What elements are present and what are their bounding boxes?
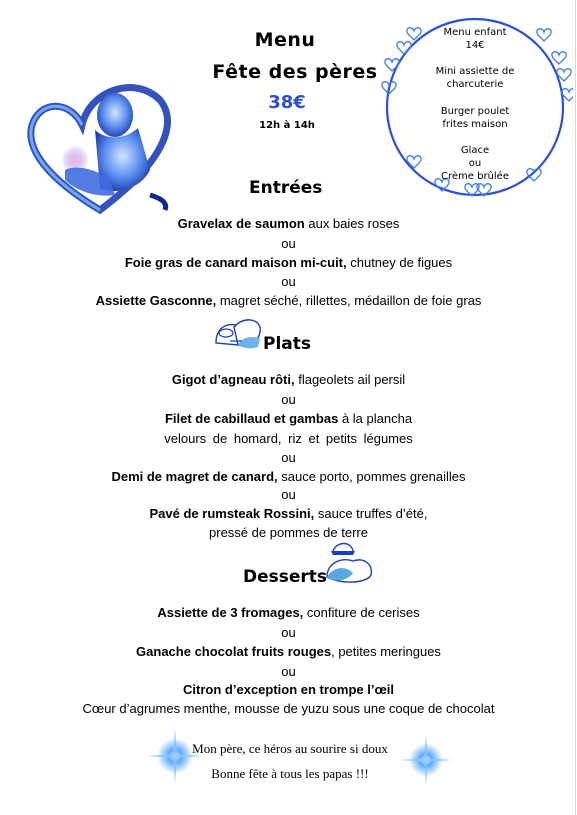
dish-name: Pavé de rumsteak Rossini,	[149, 506, 315, 521]
or-separator: ou	[281, 392, 296, 407]
dish-desc: flageolets ail persil	[294, 372, 406, 387]
or-separator: ou	[281, 236, 296, 251]
dish-desc: magret séché, rillettes, médaillon de foie gras	[216, 293, 482, 308]
dish-name: Assiette Gasconne,	[95, 293, 217, 308]
or-separator: ou	[281, 664, 296, 679]
dessert-item	[0, 605, 577, 621]
kids-main-1: Burger poulet	[440, 106, 510, 117]
or-separator: ou	[281, 450, 296, 465]
dish-extra: pressé de pommes de terre	[209, 525, 368, 540]
dish-name: Gigot d’agneau rôti,	[171, 372, 295, 387]
dish-extra: velours de homard, riz et petits légumes	[164, 431, 413, 446]
kids-menu-title: Menu enfant	[443, 27, 507, 38]
dish-name: Citron d’exception en trompe l’œil	[183, 682, 394, 697]
or-separator: ou	[281, 625, 296, 640]
menu-title: Menu	[254, 29, 316, 51]
dish-name: Gravelax de saumon	[177, 216, 305, 231]
plat-item	[0, 372, 577, 388]
kids-main-2: frites maison	[442, 119, 508, 130]
dish-desc: sauce truffes d’été,	[314, 506, 428, 521]
kids-dessert-2: Crème brûlée	[441, 171, 509, 182]
or-separator: ou	[281, 487, 296, 502]
footer-quote: Mon père, ce héros au sourire si doux	[192, 741, 388, 756]
footer-greeting: Bonne fête à tous les papas !!!	[211, 766, 369, 781]
dish-name: Demi de magret de canard,	[111, 469, 278, 484]
plat-item	[0, 469, 577, 485]
section-title-desserts: Desserts	[243, 567, 328, 587]
dish-desc: aux baies roses	[304, 216, 400, 231]
dish-desc: à la plancha	[338, 411, 413, 426]
dish-name: Ganache chocolat fruits rouges	[136, 644, 332, 659]
dish-name: Filet de cabillaud et gambas	[164, 411, 339, 426]
section-title-entrees: Entrées	[249, 178, 323, 198]
kids-starter-1: Mini assiette de	[435, 66, 515, 77]
plat-item	[0, 506, 577, 522]
entree-item	[0, 255, 577, 271]
kids-menu-price: 14€	[465, 40, 485, 51]
dish-desc: chutney de figues	[346, 255, 453, 270]
or-separator: ou	[281, 274, 296, 289]
plat-item	[0, 411, 577, 427]
dish-extra: Cœur d’agrumes menthe, mousse de yuzu sous une coque de chocolat	[82, 701, 495, 716]
dessert-item	[0, 682, 577, 698]
dish-name: Foie gras de canard maison mi-cuit,	[124, 255, 347, 270]
occasion-title: Fête des pères	[212, 61, 378, 83]
dish-name: Assiette de 3 fromages,	[157, 605, 304, 620]
hat-icon	[212, 313, 264, 355]
kids-dessert-1: Glace	[460, 145, 490, 156]
entree-item	[0, 293, 577, 309]
entree-item	[0, 216, 577, 232]
dish-desc: , petites meringues	[331, 644, 441, 659]
kids-dessert-or: ou	[468, 158, 482, 169]
dessert-item	[0, 644, 577, 660]
section-title-plats: Plats	[263, 334, 312, 354]
dish-desc: sauce porto, pommes grenailles	[277, 469, 466, 484]
service-hours: 12h à 14h	[259, 120, 315, 131]
kids-starter-2: charcuterie	[446, 79, 504, 90]
heart-portrait-illustration	[20, 70, 185, 220]
dish-desc: confiture de cerises	[303, 605, 420, 620]
menu-price: 38€	[268, 92, 306, 113]
hat-icon	[323, 537, 375, 587]
